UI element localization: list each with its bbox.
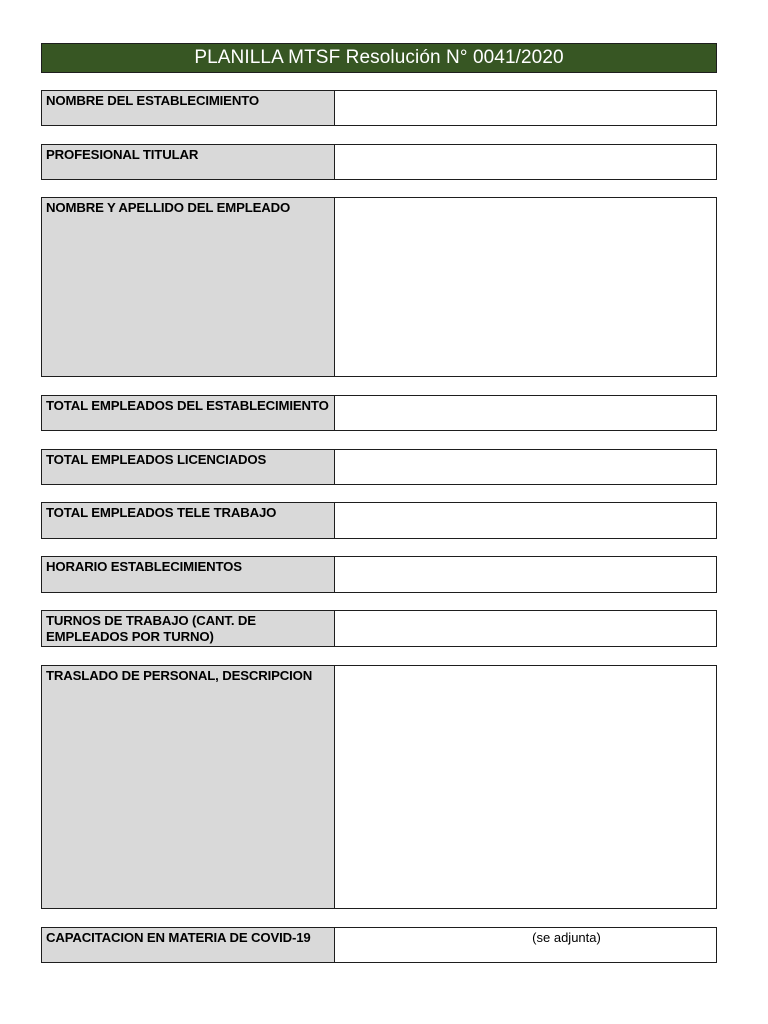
field-total-empleados[interactable] bbox=[335, 396, 716, 430]
form-title-bar bbox=[41, 43, 717, 73]
form-title: PLANILLA MTSF Resolución N° 0041/2020 bbox=[194, 47, 564, 68]
label-horario-establecimientos: HORARIO ESTABLECIMIENTOS bbox=[42, 557, 335, 592]
row-turnos-trabajo bbox=[41, 610, 717, 647]
label-total-tele-trabajo: TOTAL EMPLEADOS TELE TRABAJO bbox=[42, 503, 335, 538]
label-total-licenciados: TOTAL EMPLEADOS LICENCIADOS bbox=[42, 450, 335, 484]
label-capacitacion-covid: CAPACITACION EN MATERIA DE COVID-19 bbox=[42, 928, 335, 962]
row-capacitacion-covid bbox=[41, 927, 717, 963]
field-profesional-titular[interactable] bbox=[335, 145, 716, 179]
label-nombre-apellido-empleado: NOMBRE Y APELLIDO DEL EMPLEADO bbox=[42, 198, 335, 376]
row-nombre-establecimiento bbox=[41, 90, 717, 126]
label-profesional-titular: PROFESIONAL TITULAR bbox=[42, 145, 335, 179]
field-horario-establecimientos[interactable] bbox=[335, 557, 716, 592]
row-total-empleados bbox=[41, 395, 717, 431]
field-turnos-trabajo[interactable] bbox=[335, 611, 716, 646]
field-nombre-establecimiento[interactable] bbox=[335, 91, 716, 125]
row-profesional-titular bbox=[41, 144, 717, 180]
field-nombre-apellido-empleado[interactable] bbox=[335, 198, 716, 376]
field-capacitacion-covid[interactable]: (se adjunta) bbox=[335, 928, 716, 962]
row-total-tele-trabajo bbox=[41, 502, 717, 539]
row-total-licenciados bbox=[41, 449, 717, 485]
label-nombre-establecimiento: NOMBRE DEL ESTABLECIMIENTO bbox=[42, 91, 335, 125]
row-nombre-apellido-empleado bbox=[41, 197, 717, 377]
label-traslado-personal: TRASLADO DE PERSONAL, DESCRIPCION bbox=[42, 666, 335, 908]
row-horario-establecimientos bbox=[41, 556, 717, 593]
label-total-empleados: TOTAL EMPLEADOS DEL ESTABLECIMIENTO bbox=[42, 396, 335, 430]
label-turnos-trabajo: TURNOS DE TRABAJO (CANT. DE EMPLEADOS POR TURNO) bbox=[42, 611, 335, 646]
field-total-tele-trabajo[interactable] bbox=[335, 503, 716, 538]
row-traslado-personal bbox=[41, 665, 717, 909]
field-total-licenciados[interactable] bbox=[335, 450, 716, 484]
field-traslado-personal[interactable] bbox=[335, 666, 716, 908]
